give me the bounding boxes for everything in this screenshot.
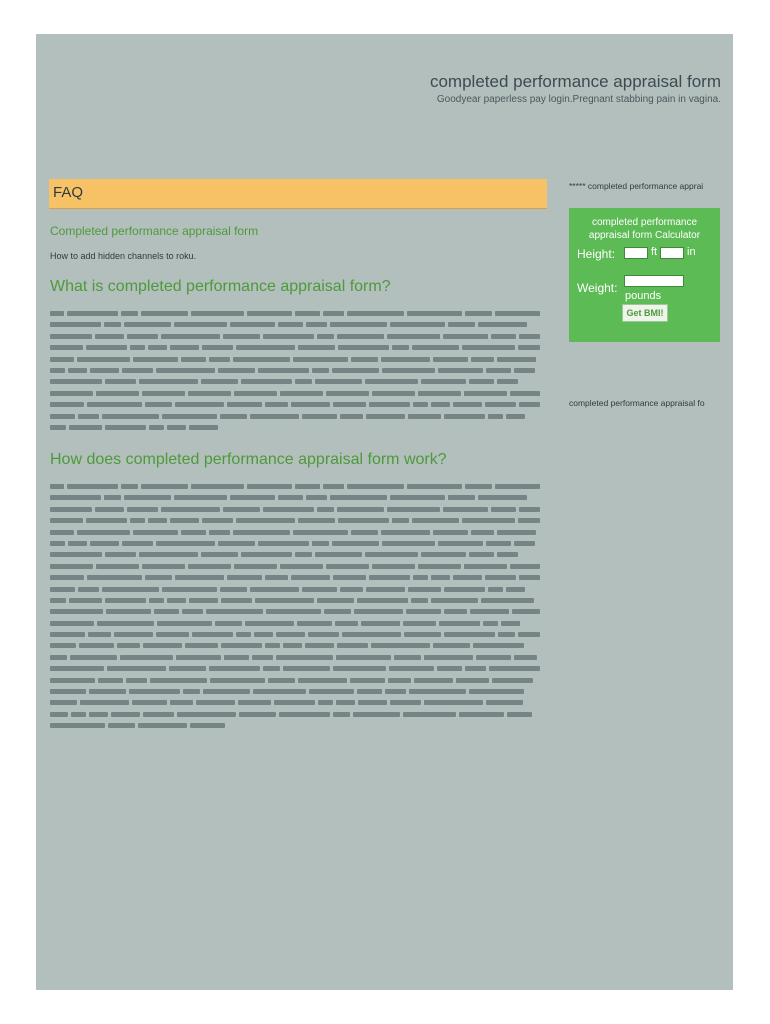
- body-paragraph-how: [50, 481, 547, 733]
- text-line: [50, 538, 547, 549]
- text-line: [50, 388, 547, 399]
- small-text-line: How to add hidden channels to roku.: [50, 251, 197, 261]
- text-line: [50, 527, 547, 538]
- text-line: [50, 720, 547, 731]
- text-line: [50, 481, 547, 492]
- text-line: [50, 492, 547, 503]
- site-subtitle: Goodyear paperless pay login.Pregnant stabbing pain in vagina.: [436, 94, 721, 105]
- sidebar-link[interactable]: completed performance appraisal fo: [569, 398, 705, 408]
- text-line: [50, 365, 547, 376]
- weight-row: [575, 275, 714, 305]
- faq-bar: [49, 179, 547, 209]
- text-line: [50, 411, 547, 422]
- height-inches-input[interactable]: [660, 247, 684, 259]
- text-line: [50, 561, 547, 572]
- pounds-unit: pounds: [625, 290, 662, 302]
- bmi-calculator-title: completed performance appraisal form Calculator: [588, 217, 701, 241]
- text-line: [50, 308, 547, 319]
- text-line: [50, 331, 547, 342]
- faq-label: FAQ: [53, 184, 84, 201]
- post-link[interactable]: Completed performance appraisal form: [50, 224, 259, 238]
- site-title: completed performance appraisal form: [429, 72, 721, 91]
- weight-label: Weight:: [577, 281, 618, 295]
- text-line: [50, 504, 547, 515]
- text-line: [50, 319, 547, 330]
- text-line: [50, 640, 547, 651]
- inches-unit: in: [687, 246, 696, 258]
- main-content: [50, 222, 547, 733]
- text-line: [50, 584, 547, 595]
- section-heading-what: What is completed performance appraisal form?: [50, 278, 391, 295]
- text-line: [50, 686, 547, 697]
- body-paragraph-what: [50, 308, 547, 434]
- get-bmi-button[interactable]: Get BMI!: [622, 304, 668, 322]
- section-heading-how: How does completed performance appraisal form work?: [50, 451, 447, 468]
- text-line: [50, 515, 547, 526]
- bmi-calculator: [569, 208, 720, 342]
- text-line: [50, 549, 547, 560]
- text-line: [50, 342, 547, 353]
- text-line: [50, 595, 547, 606]
- text-line: [50, 652, 547, 663]
- height-feet-input[interactable]: [624, 247, 648, 259]
- sidebar-text: ***** completed performance apprai: [569, 181, 704, 191]
- text-line: [50, 422, 547, 433]
- height-label: Height:: [577, 247, 616, 261]
- text-line: [50, 709, 547, 720]
- height-row: [575, 245, 714, 269]
- text-line: [50, 663, 547, 674]
- text-line: [50, 675, 547, 686]
- text-line: [50, 572, 547, 583]
- text-line: [50, 376, 547, 387]
- text-line: [50, 618, 547, 629]
- text-line: [50, 606, 547, 617]
- text-line: [50, 629, 547, 640]
- text-line: [50, 399, 547, 410]
- text-line: [50, 354, 547, 365]
- weight-input[interactable]: [624, 275, 684, 287]
- feet-unit: ft: [651, 246, 658, 258]
- page-container: [36, 34, 733, 990]
- text-line: [50, 697, 547, 708]
